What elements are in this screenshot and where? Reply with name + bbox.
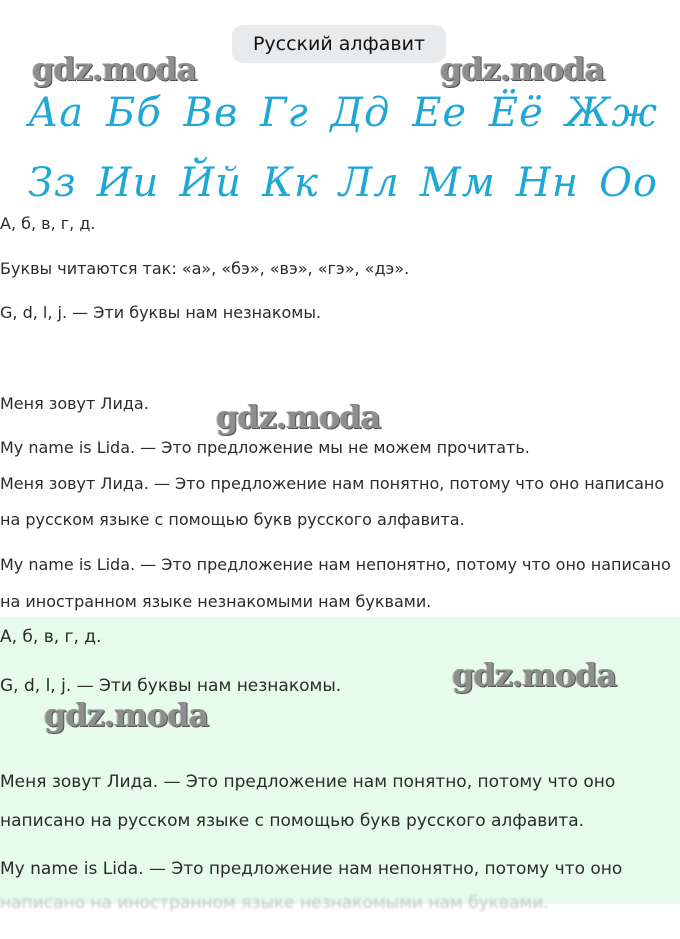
task-line: на иностранном языке незнакомыми нам буквами. [0, 592, 432, 611]
alphabet-letter: Мм [419, 160, 496, 206]
task-line: на русском языке с помощью букв русского алфавита. [0, 510, 465, 529]
watermark-logo: gdz.moda [32, 50, 197, 88]
alphabet-letter: Зз [28, 160, 77, 206]
alphabet-letter: Ии [96, 160, 160, 206]
alphabet-letter: Ёё [488, 90, 544, 136]
task-line: Буквы читаются так: «а», «бэ», «вэ», «гэ», «дэ». [0, 259, 410, 278]
alphabet-letter: Дд [330, 90, 391, 136]
alphabet-letter: Ее [412, 90, 468, 136]
alphabet-letter: Оо [599, 160, 658, 206]
answer-line: My name is Lida. — Это предложение нам непонятно, потому что оно [0, 859, 623, 879]
alphabet-letter: Лл [338, 160, 400, 206]
watermark-logo: gdz.moda [440, 50, 605, 88]
task-line: Меня зовут Лида. — Это предложение нам понятно, потому что оно написано [0, 474, 665, 493]
watermark-logo: gdz.moda [216, 398, 381, 436]
watermark-logo: gdz.moda [44, 696, 209, 734]
page-title: Русский алфавит [232, 25, 446, 63]
answer-line: А, б, в, г, д. [0, 627, 102, 647]
alphabet-letter: Жж [565, 90, 658, 136]
task-line: My name is Lida. — Это предложение нам непонятно, потому что оно написано [0, 555, 671, 574]
alphabet-letter: Аа [28, 90, 85, 136]
task-line: А, б, в, г, д. [0, 214, 96, 233]
answer-line: написано на русском языке с помощью букв русского алфавита. [0, 811, 585, 831]
alphabet-letter: Вв [183, 90, 239, 136]
task-line: My name is Lida. — Это предложение мы не можем прочитать. [0, 438, 530, 457]
alphabet-row-1 [28, 90, 658, 136]
watermark-logo: gdz.moda [452, 656, 617, 694]
answer-line: Меня зовут Лида. — Это предложение нам понятно, потому что оно [0, 772, 616, 792]
task-line: G, d, l, j. — Эти буквы нам незнакомы. [0, 303, 322, 322]
task-line: Меня зовут Лида. [0, 394, 149, 413]
answer-line: G, d, l, j. — Эти буквы нам незнакомы. [0, 676, 342, 696]
alphabet-letter: Кк [262, 160, 319, 206]
alphabet-letter: Бб [105, 90, 162, 136]
alphabet-letter: Йй [179, 160, 243, 206]
alphabet-letter: Нн [515, 160, 580, 206]
answer-line-cut: написано на иностранном языке незнакомыми нам буквами. [0, 893, 549, 913]
alphabet-letter: Гг [260, 90, 309, 136]
alphabet-row-2 [28, 160, 658, 206]
